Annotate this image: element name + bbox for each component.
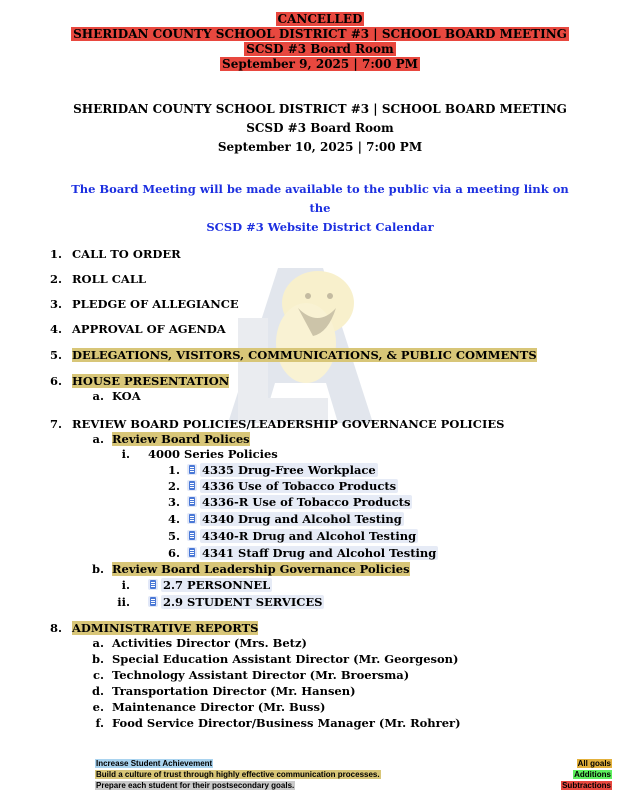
policy-number: 4. [167, 512, 180, 526]
report-label: Food Service Director/Business Manager (Mr. Rohrer) [112, 716, 461, 730]
google-doc-icon [187, 547, 197, 558]
key-legend-item: Additions [574, 770, 611, 779]
key-legend-item: Subtractions [562, 781, 611, 790]
google-doc-icon [187, 513, 197, 524]
agenda-item-number: 6. [49, 374, 62, 388]
report-number: d. [91, 684, 104, 698]
report-number: b. [91, 652, 104, 666]
key-legend-item: All goals [577, 759, 611, 768]
agenda-item-number: 3. [49, 297, 62, 311]
meeting-title: SHERIDAN COUNTY SCHOOL DISTRICT #3 | SCHOOL BOARD MEETING [73, 102, 567, 116]
cancelled-title: SHERIDAN COUNTY SCHOOL DISTRICT #3 | SCHOOL BOARD MEETING [73, 27, 567, 41]
policy-link[interactable]: 4341 Staff Drug and Alcohol Testing [202, 546, 437, 560]
policy-link[interactable]: 4335 Drug-Free Workplace [202, 463, 376, 477]
policy-link[interactable]: 4340-R Drug and Alcohol Testing [202, 529, 417, 543]
agenda-item-number: 4. [49, 322, 62, 336]
google-doc-icon [148, 579, 158, 590]
report-number: e. [92, 700, 104, 714]
subitem-number: i. [121, 447, 130, 461]
policy-number: ii. [117, 595, 130, 609]
report-number: a. [92, 636, 104, 650]
google-doc-icon [187, 480, 197, 491]
policy-number: i. [121, 578, 130, 592]
report-number: f. [95, 716, 104, 730]
agenda-item-label: CALL TO ORDER [72, 247, 181, 261]
agenda-item-number: 5. [49, 348, 62, 362]
meeting-room: SCSD #3 Board Room [246, 121, 394, 135]
goal-legend [95, 758, 381, 791]
agenda-item-label: DELEGATIONS, VISITORS, COMMUNICATIONS, & PUBLIC COMMENTS [72, 348, 537, 362]
key-legend [561, 758, 612, 791]
agenda-item-number: 2. [49, 272, 62, 286]
policy-link[interactable]: 2.7 PERSONNEL [163, 578, 271, 592]
agenda-item-label: ROLL CALL [72, 272, 146, 286]
goal-legend-item: Build a culture of trust through highly effective communication processes. [96, 770, 380, 779]
public-notice [60, 180, 580, 237]
report-label: Maintenance Director (Mr. Buss) [112, 700, 326, 714]
agenda-item-label: ADMINISTRATIVE REPORTS [72, 621, 259, 635]
subitem-number: a. [92, 389, 104, 403]
report-label: Special Education Assistant Director (Mr. Georgeson) [112, 652, 459, 666]
agenda-item-label: HOUSE PRESENTATION [72, 374, 230, 388]
agenda-item-label: REVIEW BOARD POLICIES/LEADERSHIP GOVERNANCE POLICIES [72, 417, 505, 431]
policy-number: 5. [167, 529, 180, 543]
google-doc-icon [148, 596, 158, 607]
subitem-label: KOA [112, 389, 141, 403]
cancelled-status: CANCELLED [277, 12, 363, 26]
subitem-number: a. [92, 432, 104, 446]
meeting-heading [0, 100, 640, 157]
public-notice-line1: The Board Meeting will be made available to the public via a meeting link on the [71, 182, 569, 215]
policy-link[interactable]: 2.9 STUDENT SERVICES [163, 595, 323, 609]
google-doc-icon [187, 464, 197, 475]
report-number: c. [92, 668, 104, 682]
goal-legend-item: Prepare each student for their postsecondary goals. [96, 781, 295, 790]
report-label: Activities Director (Mrs. Betz) [112, 636, 307, 650]
policy-number: 3. [167, 495, 180, 509]
goal-legend-item: Increase Student Achievement [96, 759, 213, 768]
google-doc-icon [187, 530, 197, 541]
subitem-label: 4000 Series Policies [148, 447, 278, 461]
policy-link[interactable]: 4336-R Use of Tobacco Products [202, 495, 411, 509]
report-label: Transportation Director (Mr. Hansen) [112, 684, 356, 698]
policy-number: 6. [167, 546, 180, 560]
cancelled-notice [0, 12, 640, 72]
policy-link[interactable]: 4336 Use of Tobacco Products [202, 479, 397, 493]
policy-number: 2. [167, 479, 180, 493]
cancelled-room: SCSD #3 Board Room [246, 42, 394, 56]
google-doc-icon [187, 496, 197, 507]
agenda-item-number: 1. [49, 247, 62, 261]
public-notice-line2: SCSD #3 Website District Calendar [206, 220, 434, 234]
policy-link[interactable]: 4340 Drug and Alcohol Testing [202, 512, 402, 526]
subitem-number: b. [91, 562, 104, 576]
cancelled-datetime: September 9, 2025 | 7:00 PM [222, 57, 418, 71]
subitem-label: Review Board Leadership Governance Policies [112, 562, 410, 576]
meeting-datetime: September 10, 2025 | 7:00 PM [217, 140, 423, 154]
subitem-label: Review Board Polices [112, 432, 250, 446]
agenda-item-label: APPROVAL OF AGENDA [72, 322, 226, 336]
cougar-logo-icon [218, 258, 383, 430]
agenda-item-number: 7. [49, 417, 62, 431]
policy-number: 1. [167, 463, 180, 477]
report-label: Technology Assistant Director (Mr. Broersma) [112, 668, 410, 682]
agenda-item-label: PLEDGE OF ALLEGIANCE [72, 297, 239, 311]
agenda-item-number: 8. [49, 621, 62, 635]
